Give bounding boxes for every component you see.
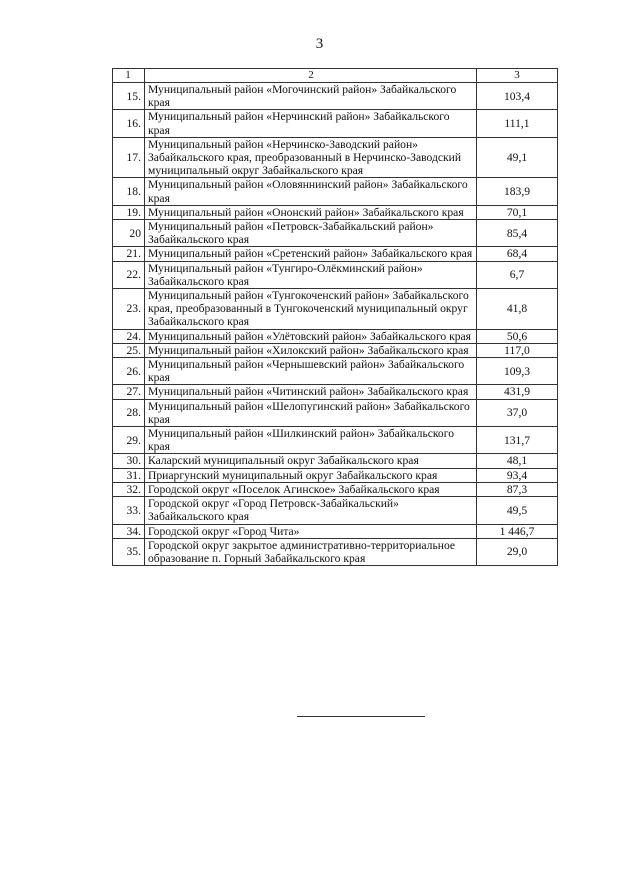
municipality-name: Муниципальный район «Тунгокоченский район» Забайкальского края, преобразованный в Тунгокоченский муниципальный округ Забайкальского края bbox=[145, 289, 477, 330]
row-number: 18. bbox=[113, 178, 145, 205]
row-number: 23. bbox=[113, 289, 145, 330]
row-value: 431,9 bbox=[477, 385, 558, 399]
row-number: 31. bbox=[113, 468, 145, 482]
row-number: 25. bbox=[113, 343, 145, 357]
table-row bbox=[113, 205, 558, 219]
row-number: 24. bbox=[113, 329, 145, 343]
table-row bbox=[113, 220, 558, 247]
table-row bbox=[113, 358, 558, 385]
row-value: 29,0 bbox=[477, 538, 558, 565]
row-value: 68,4 bbox=[477, 247, 558, 261]
row-value: 183,9 bbox=[477, 178, 558, 205]
row-value: 109,3 bbox=[477, 358, 558, 385]
municipality-name: Муниципальный район «Могочинский район» Забайкальского края bbox=[145, 83, 477, 110]
municipality-name: Муниципальный район «Тунгиро-Олёкминский район» Забайкальского края bbox=[145, 261, 477, 288]
municipality-name: Муниципальный район «Шелопугинский район» Забайкальского края bbox=[145, 399, 477, 426]
row-value: 1 446,7 bbox=[477, 524, 558, 538]
table-row bbox=[113, 468, 558, 482]
footer-rule bbox=[297, 716, 425, 717]
table-row bbox=[113, 289, 558, 330]
header-col-3: 3 bbox=[477, 69, 558, 83]
header-col-2: 2 bbox=[145, 69, 477, 83]
municipality-name: Муниципальный район «Хилокский район» Забайкальского края bbox=[145, 343, 477, 357]
row-number: 35. bbox=[113, 538, 145, 565]
table-row bbox=[113, 399, 558, 426]
municipality-name: Городской округ закрытое административно-территориальное образование п. Горный Забайкальского края bbox=[145, 538, 477, 565]
row-number: 33. bbox=[113, 497, 145, 524]
municipality-name: Муниципальный район «Сретенский район» Забайкальского края bbox=[145, 247, 477, 261]
row-value: 49,1 bbox=[477, 137, 558, 178]
table-row bbox=[113, 538, 558, 565]
table-row bbox=[113, 110, 558, 137]
row-number: 21. bbox=[113, 247, 145, 261]
row-number: 15. bbox=[113, 83, 145, 110]
table-row bbox=[113, 482, 558, 496]
row-number: 26. bbox=[113, 358, 145, 385]
row-value: 103,4 bbox=[477, 83, 558, 110]
row-number: 16. bbox=[113, 110, 145, 137]
municipality-name: Муниципальный район «Улётовский район» Забайкальского края bbox=[145, 329, 477, 343]
municipality-name: Муниципальный район «Оловяннинский район» Забайкальского края bbox=[145, 178, 477, 205]
municipality-name: Муниципальный район «Нерчинский район» Забайкальского края bbox=[145, 110, 477, 137]
table-row bbox=[113, 83, 558, 110]
municipality-name: Муниципальный район «Петровск-Забайкальский район» Забайкальского края bbox=[145, 220, 477, 247]
municipality-name: Муниципальный район «Чернышевский район» Забайкальского края bbox=[145, 358, 477, 385]
row-value: 70,1 bbox=[477, 205, 558, 219]
table-row bbox=[113, 385, 558, 399]
municipality-name: Приаргунский муниципальный округ Забайкальского края bbox=[145, 468, 477, 482]
row-value: 6,7 bbox=[477, 261, 558, 288]
row-number: 17. bbox=[113, 137, 145, 178]
row-number: 34. bbox=[113, 524, 145, 538]
table-row bbox=[113, 427, 558, 454]
row-number: 30. bbox=[113, 454, 145, 468]
municipality-name: Муниципальный район «Шилкинский район» Забайкальского края bbox=[145, 427, 477, 454]
page-number: 3 bbox=[315, 36, 324, 52]
table-row bbox=[113, 329, 558, 343]
row-number: 22. bbox=[113, 261, 145, 288]
header-col-1: 1 bbox=[113, 69, 145, 83]
row-value: 85,4 bbox=[477, 220, 558, 247]
row-value: 49,5 bbox=[477, 497, 558, 524]
row-number: 28. bbox=[113, 399, 145, 426]
table-row bbox=[113, 137, 558, 178]
table-row bbox=[113, 454, 558, 468]
table-row bbox=[113, 343, 558, 357]
municipality-name: Муниципальный район «Ононский район» Забайкальского края bbox=[145, 205, 477, 219]
row-value: 48,1 bbox=[477, 454, 558, 468]
table-body bbox=[113, 69, 558, 566]
row-value: 50,6 bbox=[477, 329, 558, 343]
municipality-name: Каларский муниципальный округ Забайкальского края bbox=[145, 454, 477, 468]
row-value: 87,3 bbox=[477, 482, 558, 496]
row-value: 111,1 bbox=[477, 110, 558, 137]
municipality-name: Муниципальный район «Нерчинско-Заводский район» Забайкальского края, преобразованный в Нерчинско-Заводский муниципальный округ Забайкальского края bbox=[145, 137, 477, 178]
municipality-name: Муниципальный район «Читинский район» Забайкальского края bbox=[145, 385, 477, 399]
row-value: 131,7 bbox=[477, 427, 558, 454]
table-row bbox=[113, 497, 558, 524]
row-number: 27. bbox=[113, 385, 145, 399]
row-value: 41,8 bbox=[477, 289, 558, 330]
row-value: 93,4 bbox=[477, 468, 558, 482]
municipality-name: Городской округ «Город Чита» bbox=[145, 524, 477, 538]
row-number: 32. bbox=[113, 482, 145, 496]
municipality-name: Городской округ «Город Петровск-Забайкальский» Забайкальского края bbox=[145, 497, 477, 524]
row-number: 19. bbox=[113, 205, 145, 219]
table-row bbox=[113, 524, 558, 538]
municipality-name: Городской округ «Поселок Агинское» Забайкальского края bbox=[145, 482, 477, 496]
row-value: 117,0 bbox=[477, 343, 558, 357]
table-header-row bbox=[113, 69, 558, 83]
table-row bbox=[113, 261, 558, 288]
row-value: 37,0 bbox=[477, 399, 558, 426]
data-table bbox=[112, 68, 558, 566]
table-row bbox=[113, 178, 558, 205]
row-number: 29. bbox=[113, 427, 145, 454]
table-row bbox=[113, 247, 558, 261]
row-number: 20 bbox=[113, 220, 145, 247]
